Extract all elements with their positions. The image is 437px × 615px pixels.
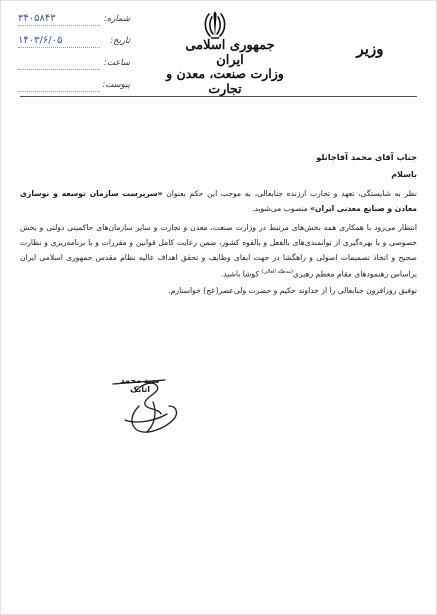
salutation: باسلام — [391, 170, 417, 179]
letter-time-label: ساعت: — [104, 58, 130, 68]
honorific: (مدظله العالی) — [261, 269, 294, 275]
dotted-line — [18, 69, 100, 70]
expectations-paragraph — [20, 220, 417, 282]
addressee: جناب آقای محمد آقاجانلو — [316, 152, 417, 162]
closing-line: توفیق روزافزون جنابعالی را از خداوند حکیم و حضرت ولی‌عصر(عج) خواستارم. — [168, 285, 417, 295]
minister-title: وزیر — [356, 40, 384, 58]
header-divider — [20, 96, 417, 97]
appointment-text: نظر به شایستگی، تعهد و تجارب ارزنده جنابعالی، به موجب این حکم بعنوان — [162, 189, 417, 198]
reference-fields — [18, 14, 130, 102]
appointment-position: «سرپرست سازمان توسعه و نوسازی معادن و صنایع معدنی ایران» — [20, 189, 417, 213]
letter-number-row — [18, 14, 130, 36]
letter-attachment-label: پیوست: — [102, 80, 130, 90]
ministry-title: وزارت صنعت، معدن و تجارت — [166, 66, 284, 96]
letter-date-label: تاریخ: — [110, 36, 130, 46]
expectations-end: کوشا باشید. — [220, 269, 262, 279]
letter-number-label: شماره: — [103, 14, 130, 24]
appointment-end: منصوب می‌شوید. — [252, 204, 311, 213]
letter-time-row — [18, 58, 130, 80]
letter-attachment-row — [18, 80, 130, 102]
dotted-line — [18, 25, 100, 26]
handwritten-signature — [95, 362, 195, 442]
expectations-text: انتظار می‌رود با همکاری همه بخش‌های مرتبط در وزارت صنعت، معدن و تجارت و سایر سازمان‌های حاکمیتی دولتی و بخش خصوصی و با بهره‌گیری از توانمندی‌های بالفعل و بالقوه کشور، ضمن رعایت کامل قوانین و مقررات و با برنامه‌ریزی و نظارت صحیح و اتخاذ تصمیمات اصولی و راهگشا در جهت ایفای وظایف و تحقق اهداف عالیه نظام مقدس جمهوری اسلامی ایران براساس رهنمودهای مقام معظم رهبری — [20, 223, 417, 279]
dotted-line — [18, 91, 100, 92]
appointment-paragraph — [20, 186, 417, 216]
dotted-line — [18, 47, 100, 48]
letter-number-value: ۳۴۰۵۸۴۳ — [18, 13, 56, 24]
letter-body — [20, 150, 417, 298]
signer-name: سید محمد اتابک — [120, 376, 160, 394]
letter-date-value: ۱۴۰۳/۶/۰۵ — [18, 35, 63, 46]
republic-title: جمهوری اسلامی ایران — [185, 38, 275, 68]
iran-emblem-icon — [202, 8, 228, 42]
letter-date-row — [18, 36, 130, 58]
